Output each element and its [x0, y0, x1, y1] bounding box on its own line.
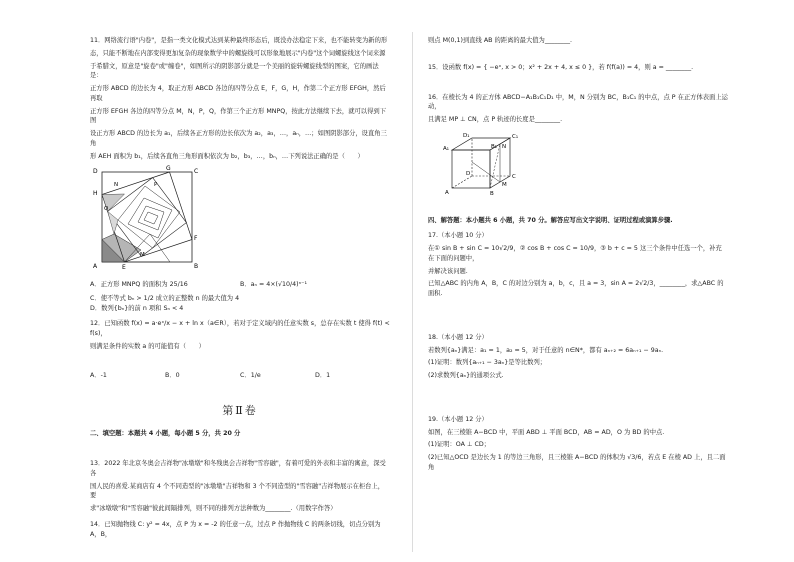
cn-line	[490, 144, 500, 188]
fig-label: A₁	[443, 145, 449, 152]
square-7	[144, 212, 158, 224]
option-a: A．-1	[90, 371, 107, 379]
q16-line: 且满足 MP ⊥ CN，点 P 轨迹的长度是________.	[428, 116, 563, 123]
q11-line: 态，只能不断地在内部变得更加复杂的现象数学中的螺旋线可以形象地展示"内卷"这个词螺旋线这个词来源	[90, 49, 386, 57]
q11-line: 形 AEH 面积为 b₁，后续各直角三角形面积依次为 b₂，b₃，…，bₙ，…下列说法正确的是（ ）	[90, 152, 364, 160]
q11-line: 正方形 ABCD 的边长为 4，取正方形 ABCD 各边的四等分点 E，F，G，H，作第二个正方形 EFGH，然后再取	[90, 85, 386, 102]
square-5	[128, 198, 172, 238]
q17-line: 已知△ABC 的内角 A，B，C 的对边分别为 a，b，c，且 a = 3，sin A = 2√2/3，________，求△ABC 的面积.	[428, 280, 724, 297]
spiral-square-figure	[90, 164, 390, 276]
fig-label: E	[122, 264, 126, 272]
q11-options	[90, 294, 390, 314]
fig-label: C	[194, 168, 199, 176]
section-heading-solutions: 四、解答题：本小题共 6 小题，共 70 分。解答应写出文字说明、证明过程或演算步骤.	[428, 216, 673, 224]
question-14	[90, 520, 390, 540]
question-13	[90, 459, 390, 514]
cube-svg	[428, 128, 528, 206]
q11-line: 正方形 EFGH 各边的四等分点 M，N，P，Q，作第三个正方形 MNPQ，按此方法继续下去，就可以得到下图	[90, 107, 386, 125]
fig-label: Q	[104, 206, 109, 213]
front-face	[452, 150, 490, 188]
spiral-square-svg	[90, 164, 200, 272]
q13-line: 国人民的喜爱.某商店有 4 个不同造型的"冰墩墩"吉祥物和 3 个不同造型的"雪容融"吉祥物展示在柜台上，要	[90, 482, 385, 500]
fig-label: B	[194, 263, 199, 271]
fig-label: C	[512, 173, 516, 180]
q19-line: (1)证明：OA ⊥ CD；	[428, 441, 490, 449]
option-d: D．数列{bₙ}的前 n 项和 Sₙ < 4	[90, 304, 184, 312]
q12-line: 则满足条件的实数 a 的可能值有（ ）	[90, 342, 205, 350]
fig-label: C₁	[512, 133, 519, 140]
fig-label: M	[140, 252, 145, 259]
cube-figure	[428, 128, 728, 210]
fig-label: M	[502, 181, 507, 188]
fig-label: P	[154, 182, 158, 189]
q18-line: (2)求数列{aₙ}的通项公式.	[428, 372, 504, 379]
q14-line: 14．已知抛物线 C: y² = 4x，点 P 为 x = -2 的任意一点，过点 P 作抛物线 C 的两条切线，切点分别为 A，B，	[90, 520, 381, 538]
fig-label: B₁	[491, 143, 497, 150]
fig-label: D	[466, 170, 471, 177]
q19-line: (2)已知△OCD 是边长为 1 的等边三角形，且三棱锥 A−BCD 的体积为 √3/6，若点 E 在棱 AD 上，且二面角	[428, 454, 726, 471]
question-18	[428, 333, 728, 381]
q18-line: (1)证明：数列{aₙ₊₁ − 3aₙ}是等比数列；	[428, 359, 547, 367]
option-c: C．使不等式 bₙ > 1/2 成立的正整数 n 的最大值为 4	[90, 294, 240, 302]
square-6	[138, 206, 164, 230]
question-19	[428, 415, 728, 473]
q16-line: 16．在棱长为 4 的正方体 ABCD−A₁B₁C₁D₁ 中，M，N 分别为 BC，B₁C₁ 的中点，点 P 在正方体表面上运动，	[428, 93, 728, 111]
option-c: C．1/e	[240, 371, 261, 379]
question-11	[90, 36, 390, 313]
option-b: B．0	[165, 371, 180, 379]
fig-label: A	[93, 263, 98, 271]
fig-label: G	[166, 165, 171, 173]
q18-header: 18.（本小题 12 分）	[428, 333, 488, 341]
q14-continuation: 则点 M(0,1)到直线 AB 的距离的最大值为________.	[428, 37, 573, 44]
q17-line: 在① sin B + sin C = 10√2/9，② cos B + cos C = 10/9，③ b + c = 5 这三个条件中任选一个，补充在下面的问题中，	[428, 245, 722, 262]
q19-header: 19.（本小题 12 分）	[428, 415, 488, 423]
q12-options	[90, 371, 390, 381]
square-4	[118, 186, 180, 248]
q11-line: 于希腊文，原意是"旋卷"或"缠卷"，如图所示的阴影部分就是一个美丽的旋转螺旋线型的图案，它的画法是：	[90, 62, 379, 80]
option-d: D．1	[315, 371, 331, 379]
mp-line	[472, 162, 500, 182]
section-heading-fill-blank: 二、填空题：本题共 4 小题，每小题 5 分，共 20 分	[90, 430, 241, 438]
question-15: 15．设函数 f(x) = { −eˣ, x > 0；x² + 2x + 4, x ≤ 0 }，若 f(f(a)) = 4，则 a = ________.	[428, 63, 694, 71]
right-column	[428, 36, 728, 479]
option-b: B．aₙ = 4×(√10/4)ⁿ⁻¹	[240, 281, 307, 288]
q13-line: 13．2022 年北京冬奥会吉祥物"冰墩墩"和冬残奥会吉祥物"雪容融"，有着可爱的外表和丰富的寓意，深受各	[90, 460, 386, 477]
q11-options	[90, 280, 390, 290]
q11-line: 11．网络流行语"内卷"，是指一类文化模式达到某种最终形态后，既没办法稳定下来，也不能转变为新的形	[90, 37, 388, 44]
question-17	[428, 231, 728, 299]
question-12	[90, 319, 390, 380]
q12-line: 12．已知函数 f(x) = a·eˣ/x − x + ln x（a∈R），若对于定义域内的任意实数 s，总存在实数 t 使得 f(t) < f(s)，	[90, 320, 390, 337]
q13-line: 求"冰墩墩"和"雪容融"彼此间隔排列，则不同的排列方法种数为________.（用数字作答）	[90, 505, 337, 513]
fig-label: A	[445, 189, 449, 196]
q17-line: 并解决该问题.	[428, 267, 468, 275]
q17-header: 17.（本小题 10 分）	[428, 232, 488, 240]
fig-label: D₁	[463, 132, 470, 139]
shaded-triangle	[108, 212, 118, 235]
fig-label: N	[114, 182, 119, 189]
left-column	[90, 36, 390, 545]
fig-label: F	[194, 235, 198, 243]
fig-label: H	[93, 190, 98, 198]
fig-label: D	[93, 168, 98, 176]
q18-line: 若数列{aₙ}满足：a₁ = 1，a₂ = 5，对于任意的 n∈N*，都有 aₙ₊₂ = 6aₙ₊₁ − 9aₙ.	[428, 346, 664, 354]
part-two-title: 第Ⅱ卷	[222, 404, 258, 418]
column-divider	[412, 32, 413, 552]
q19-line: 如图，在三棱锥 A−BCD 中，平面 ABD ⊥ 平面 BCD，AB = AD，O 为 BD 的中点.	[428, 428, 665, 436]
fig-label: B	[490, 190, 494, 197]
q11-line: 设正方形 ABCD 的边长为 a₁，后续各正方形的边长依次为 a₂，a₃，…，aₙ，…；如图阴影部分，设直角三角	[90, 130, 387, 147]
hidden-edge	[452, 176, 472, 188]
option-a: A．正方形 MNPQ 的面积为 25/16	[90, 281, 188, 288]
option-c-d	[90, 294, 390, 314]
fig-label: N	[502, 143, 507, 150]
question-16	[428, 93, 728, 210]
